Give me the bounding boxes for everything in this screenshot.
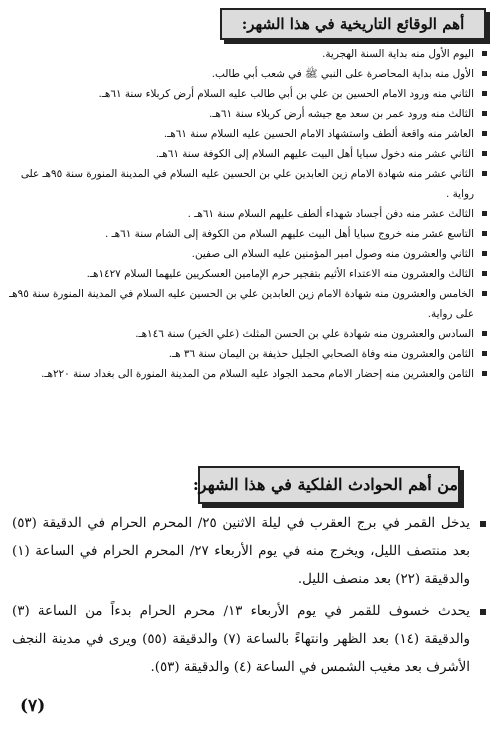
list-item-text: يدخل القمر في برج العقرب في ليلة الاثنين ٢٥/ المحرم الحرام في الدقيقة (٥٣) بعد منتصف الليل، ويخرج منه في يوم الأربعاء ٢٧/ المحرم الحرام في الساعة (١) والدقيقة (٢٢) بعد منصف الليل. <box>12 516 470 587</box>
list-item-text: الثامن والعشرين منه إحضار الامام محمد الجواد عليه السلام من المدينة المنورة الى بغداد سنة ٢٢٠هـ. <box>41 368 474 380</box>
list-item-text: الثاني عشر منه دخول سبايا أهل البيت عليهم السلام إلى الكوفة سنة ٦١هـ. <box>155 148 474 160</box>
astronomical-events-list <box>12 510 488 686</box>
list-item-text: الثالث والعشرون منه الاعتداء الأثيم بتفجير حرم الإمامين العسكريين عليهما السلام ١٤٢٧هـ. <box>86 268 474 280</box>
list-item-text: الثالث منه ورود عمر بن سعد مع جيشه أرض كربلاء سنة ٦١هـ. <box>209 108 474 120</box>
list-item-text: الثامن والعشرون منه وفاة الصحابي الجليل حذيفة بن اليمان سنة ٣٦ هـ. <box>168 348 474 360</box>
square-bullet-icon <box>482 251 487 256</box>
square-bullet-icon <box>482 351 487 356</box>
list-item-text: الخامس والعشرون منه شهادة الامام زين العابدين علي بن الحسين عليه السلام في المدينة المنورة سنة ٩٥هـ على رواية. <box>9 288 474 320</box>
list-item <box>6 224 490 244</box>
list-item <box>6 204 490 224</box>
list-item <box>6 264 490 284</box>
square-bullet-icon <box>482 91 487 96</box>
square-bullet-icon <box>482 211 487 216</box>
square-bullet-icon <box>480 521 486 527</box>
section-title: أهم الوقائع التاريخية في هذا الشهر: <box>241 15 465 33</box>
list-item-text: العاشر منه واقعة ألطف واستشهاد الامام الحسين عليه السلام سنة ٦١هـ. <box>163 128 474 140</box>
list-item <box>6 124 490 144</box>
list-item-text: الأول منه بداية المحاصرة على النبي ﷺ في شعب أبي طالب. <box>211 68 474 80</box>
list-item <box>6 324 490 344</box>
list-item-text: اليوم الأول منه بداية السنة الهجرية. <box>322 48 474 60</box>
list-item-text: الثالث عشر منه دفن أجساد شهداء ألطف عليهم السلام سنة ٦١هـ . <box>187 208 474 220</box>
square-bullet-icon <box>482 171 487 176</box>
list-item-text: الثاني منه ورود الامام الحسين بن علي بن أبي طالب عليه السلام أرض كربلاء سنة ٦١هـ. <box>98 88 474 100</box>
square-bullet-icon <box>482 231 487 236</box>
square-bullet-icon <box>480 609 486 615</box>
square-bullet-icon <box>482 271 487 276</box>
list-item <box>6 364 490 384</box>
list-item-text: يحدث خسوف للقمر في يوم الأربعاء ١٣/ محرم الحرام بدءاً من الساعة (٣) والدقيقة (١٤) بعد الظهر وانتهاءً بالساعة (٧) والدقيقة (٥٥) ويرى في مدينة النجف الأشرف بعد مغيب الشمس في الساعة (٤) والدقيقة (٥٣). <box>12 604 470 675</box>
list-item <box>12 510 488 594</box>
list-item <box>6 104 490 124</box>
list-item <box>6 344 490 364</box>
square-bullet-icon <box>482 131 487 136</box>
list-item <box>6 64 490 84</box>
list-item <box>6 164 490 204</box>
list-item <box>6 144 490 164</box>
historical-events-list <box>6 44 490 384</box>
square-bullet-icon <box>482 71 487 76</box>
square-bullet-icon <box>482 331 487 336</box>
section-heading-astronomical-events <box>192 466 460 504</box>
square-bullet-icon <box>482 151 487 156</box>
list-item <box>6 84 490 104</box>
page-number: (٧) <box>20 696 46 716</box>
section-title: من أهم الحوادث الفلكية في هذا الشهر: <box>192 475 458 494</box>
list-item-text: التاسع عشر منه خروج سبايا أهل البيت عليهم السلام من الكوفة إلى الشام سنة ٦١هـ . <box>105 228 474 240</box>
list-item <box>6 44 490 64</box>
list-item-text: السادس والعشرون منه شهادة علي بن الحسن المثلث (علي الخير) سنة ١٤٦هـ. <box>135 328 474 340</box>
list-item-text: الثاني عشر منه شهادة الامام زين العابدين علي بن الحسين عليه السلام في المدينة المنورة سنة ٩٥هـ على رواية . <box>20 168 474 200</box>
square-bullet-icon <box>482 51 487 56</box>
square-bullet-icon <box>482 291 487 296</box>
square-bullet-icon <box>482 111 487 116</box>
list-item-text: الثاني والعشرون منه وصول امير المؤمنين عليه السلام الى صفين. <box>191 248 474 260</box>
list-item <box>6 284 490 324</box>
section-heading-historical-events <box>220 8 486 40</box>
list-item <box>6 244 490 264</box>
square-bullet-icon <box>482 371 487 376</box>
list-item <box>12 598 488 682</box>
